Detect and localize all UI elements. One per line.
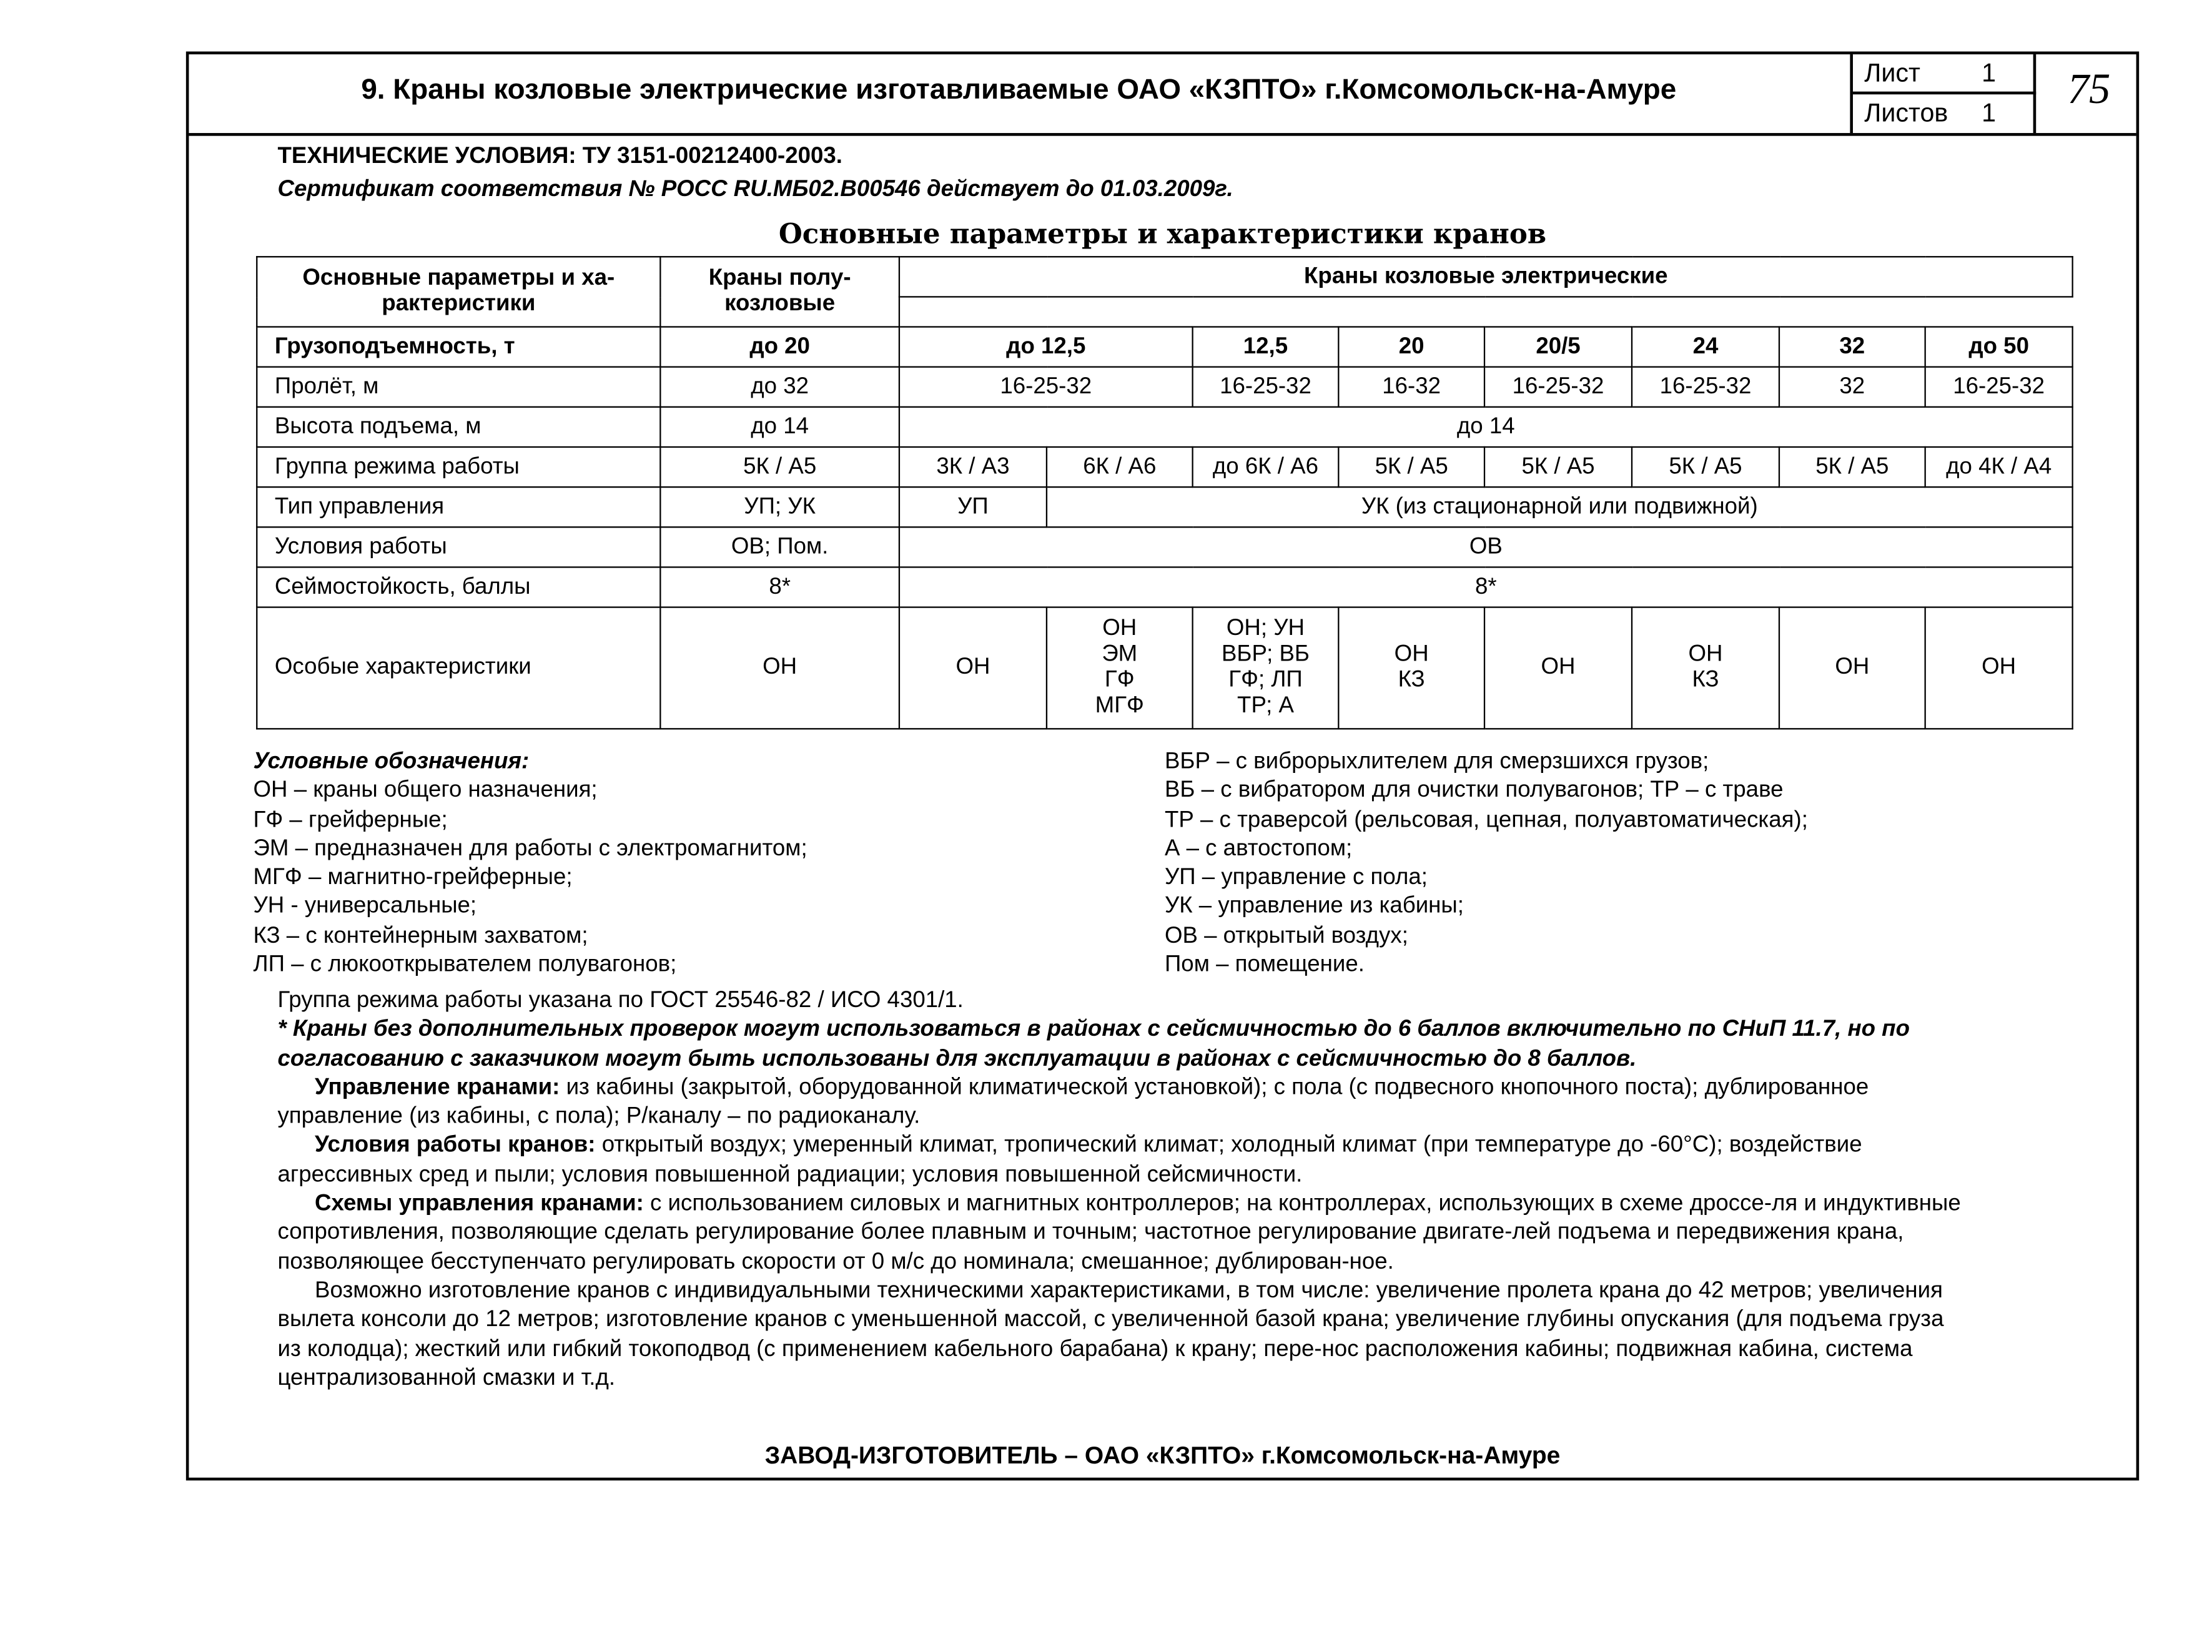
table-cell: Краны козловые электрические xyxy=(899,257,2073,297)
schemes-text: с использованием силовых и магнитных контроллеров; на контроллерах, использующих в схеме дроссе-ля и индуктивные сопротивления, позволяющие сделать регулирование более плавным и точным; частотное регулирование двигате-лей подъема и передвижения крана, позволяющее бесступенчато регулировать скорости от 0 м/с до номинала; смешанное; дублирован-ное. xyxy=(277,1191,1961,1274)
table-cell: 8* xyxy=(899,567,2073,607)
legend-right xyxy=(1165,748,1808,980)
table-cell: до 14 xyxy=(660,407,899,447)
legend-item: Пом – помещение. xyxy=(1164,953,1365,978)
table-cell: 3К / А3 xyxy=(899,447,1047,487)
sheet-label: Лист xyxy=(1864,58,1920,87)
document-frame xyxy=(186,51,2139,1480)
table-cell: 16-25-32 xyxy=(1193,367,1339,407)
table-cell: до 6К / А6 xyxy=(1193,447,1339,487)
table-cell: 5К / А5 xyxy=(1338,447,1484,487)
legend-item: КЗ – с контейнерным захватом; xyxy=(253,923,588,948)
control-text: из кабины (закрытой, оборудованной климатической установкой); с пола (с подвесного кнопочного поста); дублированное управление (из кабины, с пола); Р/каналу – по радиоканалу. xyxy=(277,1075,1869,1129)
table-cell: ОВ; Пом. xyxy=(660,527,899,567)
row-label: Основные параметры и ха-рактеристики xyxy=(257,257,660,327)
legend-item: УК – управление из кабины; xyxy=(1164,895,1464,919)
conditions-note xyxy=(277,1132,1965,1190)
legend-item: УН - универсальные; xyxy=(253,895,477,919)
table-row xyxy=(257,367,2072,407)
table-cell: 32 xyxy=(1779,327,1925,367)
row-label: Высота подъема, м xyxy=(257,407,660,447)
legend-item: УП – управление с пола; xyxy=(1164,865,1428,890)
table-cell: 20 xyxy=(1338,327,1484,367)
table-cell: ОН; УН ВБР; ВБ ГФ; ЛП ТР; А xyxy=(1193,607,1339,729)
table-cell: до 20 xyxy=(660,327,899,367)
gost-note: Группа режима работы указана по ГОСТ 25546-82 / ИСО 4301/1. xyxy=(277,988,964,1013)
conditions-lead: Условия работы кранов: xyxy=(315,1133,596,1158)
table-cell: 8* xyxy=(660,567,899,607)
table-cell: ОН xyxy=(660,607,899,729)
table-row xyxy=(257,487,2072,527)
table-cell: до 12,5 xyxy=(899,327,1193,367)
schemes-lead: Схемы управления кранами: xyxy=(315,1191,644,1216)
legend-item: ЛП – с люкооткрывателем полувагонов; xyxy=(253,953,677,978)
manufacturer-footer: ЗАВОД-ИЗГОТОВИТЕЛЬ – ОАО «КЗПТО» г.Комсомольск-на-Амуре xyxy=(764,1442,1561,1469)
table-row xyxy=(257,407,2072,447)
table-cell: 5К / А5 xyxy=(1484,447,1632,487)
sheet-info xyxy=(1850,54,2036,133)
table-cell: ОН xyxy=(1925,607,2073,729)
legend-left xyxy=(254,748,807,980)
table-cell: УП; УК xyxy=(660,487,899,527)
control-lead: Управление кранами: xyxy=(315,1075,560,1100)
legend-item: ОВ – открытый воздух; xyxy=(1164,923,1408,948)
conditions-text: открытый воздух; умеренный климат, тропический климат; холодный климат (при температуре до -60°С); воздействие агрессивных сред и пыли; условия повышенной радиации; условия повышенной сейсмичности. xyxy=(277,1133,1862,1187)
tech-conditions: ТЕХНИЧЕСКИЕ УСЛОВИЯ: ТУ 3151-00212400-2003. xyxy=(277,144,842,169)
sheets-label: Листов xyxy=(1864,99,1948,127)
schemes-note xyxy=(277,1190,1965,1277)
row-label: Пролёт, м xyxy=(257,367,660,407)
document-title: 9. Краны козловые электрические изготавливаемые ОАО «КЗПТО» г.Комсомольск-на-Амуре xyxy=(361,74,1677,106)
legend-item: МГФ – магнитно-грейферные; xyxy=(253,865,573,890)
table-cell: ОН xyxy=(1484,607,1632,729)
table-cell: ОН КЗ xyxy=(1632,607,1779,729)
table-cell: 16-25-32 xyxy=(899,367,1193,407)
table-cell: 16-25-32 xyxy=(1632,367,1779,407)
table-cell: ОН ЭМ ГФ МГФ xyxy=(1047,607,1193,729)
row-label: Тип управления xyxy=(257,487,660,527)
table-cell: УК (из стационарной или подвижной) xyxy=(1047,487,2073,527)
table-cell: УП xyxy=(899,487,1047,527)
table-row xyxy=(257,327,2072,367)
parameters-table xyxy=(256,256,2073,729)
table-row xyxy=(257,447,2072,487)
table-cell: 5К / А5 xyxy=(1779,447,1925,487)
seismic-note: * Краны без дополнительных проверок могут использоваться в районах с сейсмичностью до 6 баллов включительно по СНиП 11.7, но по согласованию с заказчиком могут быть использованы для эксплуатации в районах с сейсмичностью до 8 баллов. xyxy=(277,1017,1910,1071)
table-row xyxy=(257,527,2072,567)
table-cell: 5К / А5 xyxy=(1632,447,1779,487)
table-cell: Краны полу-козловые xyxy=(660,257,899,327)
table-cell: до 4К / А4 xyxy=(1925,447,2073,487)
row-label: Грузоподъемность, т xyxy=(257,327,660,367)
table-cell: ОН КЗ xyxy=(1338,607,1484,729)
sheet-value: 1 xyxy=(1982,58,1997,87)
table-cell: 12,5 xyxy=(1193,327,1339,367)
legend-item: ВБР – с виброрыхлителем для смерзшихся грузов; xyxy=(1164,749,1709,774)
row-label: Условия работы xyxy=(257,527,660,567)
page-number: 75 xyxy=(2033,54,2142,133)
custom-note: Возможно изготовление кранов с индивидуальными техническими характеристиками, в том числе: увеличение пролета крана до 42 метров; увеличения вылета консоли до 12 метров; изготовление кранов с уменьшенной массой, с увеличенной базой крана; увеличение глубины опускания (для подъема груза из колодца); жесткий или гибкий токоподвод (с применением кабельного барабана) к крану; пере-нос расположения кабины; подвижная кабина, система централизованной смазки и т.д. xyxy=(277,1279,1944,1390)
legend-item: А – с автостопом; xyxy=(1164,837,1353,861)
legend-title: Условные обозначения: xyxy=(253,749,530,774)
table-row xyxy=(257,567,2072,607)
sheets-value: 1 xyxy=(1982,99,1997,127)
notes xyxy=(277,987,1965,1394)
certificate: Сертификат соответствия № РОСС RU.МБ02.В00546 действует до 01.03.2009г. xyxy=(277,177,1233,202)
table-cell: 20/5 xyxy=(1484,327,1632,367)
row-label: Сеймостойкость, баллы xyxy=(257,567,660,607)
table-row xyxy=(257,607,2072,729)
control-note xyxy=(277,1074,1965,1132)
legend-item: ТР – с траверсой (рельсовая, цепная, полуавтоматическая); xyxy=(1164,807,1808,832)
legend-item: ГФ – грейферные; xyxy=(253,807,448,832)
table-cell: до 32 xyxy=(660,367,899,407)
table-cell: 5К / А5 xyxy=(660,447,899,487)
table-row xyxy=(257,257,2072,297)
row-label: Особые характеристики xyxy=(257,607,660,729)
table-cell: 16-25-32 xyxy=(1484,367,1632,407)
table-cell: 16-25-32 xyxy=(1925,367,2073,407)
table-cell: ОВ xyxy=(899,527,2073,567)
table-cell: до 14 xyxy=(899,407,2073,447)
legend-item: ОН – краны общего назначения; xyxy=(253,779,598,803)
table-title: Основные параметры и характеристики кранов xyxy=(778,219,1547,250)
table-cell: до 50 xyxy=(1925,327,2073,367)
title-block xyxy=(189,54,2136,136)
legend-item: ВБ – с вибратором для очистки полувагонов; ТР – с траве xyxy=(1164,779,1784,803)
legend-item: ЭМ – предназначен для работы с электромагнитом; xyxy=(253,837,807,861)
table-cell: ОН xyxy=(899,607,1047,729)
row-label: Группа режима работы xyxy=(257,447,660,487)
table-cell: 6К / А6 xyxy=(1047,447,1193,487)
table-cell: 24 xyxy=(1632,327,1779,367)
table-cell: 16-32 xyxy=(1338,367,1484,407)
table-cell: 32 xyxy=(1779,367,1925,407)
table-cell: ОН xyxy=(1779,607,1925,729)
